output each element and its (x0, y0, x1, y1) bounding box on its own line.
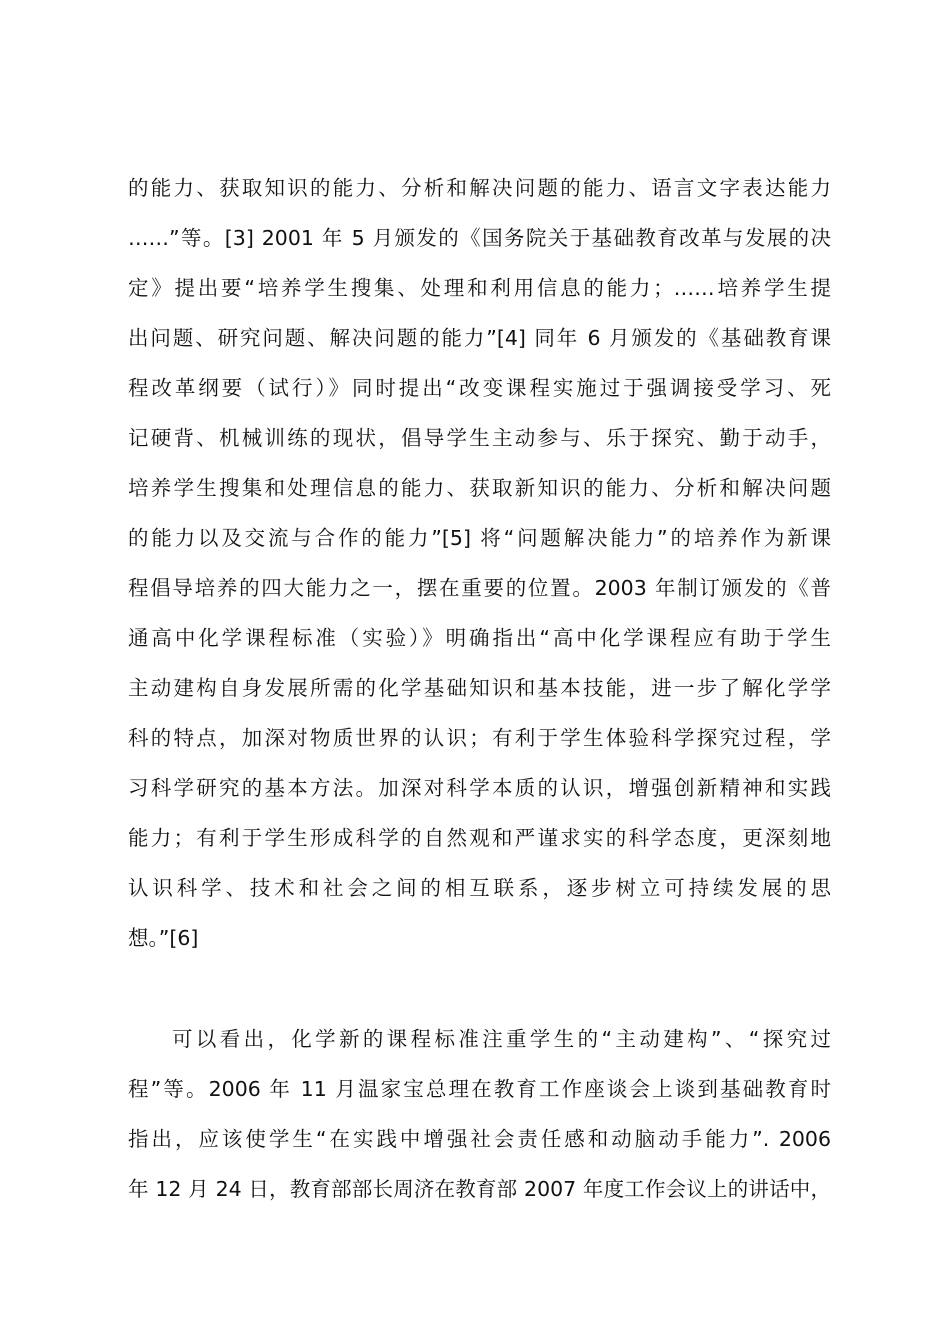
text-line: 通高中化学课程标准（实验）》明确指出“高中化学课程应有助于学生 (128, 626, 831, 650)
text-line: 程”等。2006 年 11 月温家宝总理在教育工作座谈会上谈到基础教育时 (128, 1077, 831, 1101)
text-line: 想。”[6] (128, 926, 199, 950)
text-line: 程倡导培养的四大能力之一，摆在重要的位置。2003 年制订颁发的《普 (128, 576, 831, 600)
text-line: 可以看出，化学新的课程标准注重学生的“主动建构”、“探究过 (172, 1027, 831, 1051)
text-line: 的能力、获取知识的能力、分析和解决问题的能力、语言文字表达能力 (128, 176, 831, 200)
text-line: ……”等。[3] 2001 年 5 月颁发的《国务院关于基础教育改革与发展的决 (128, 226, 831, 250)
text-line: 能力；有利于学生形成科学的自然观和严谨求实的科学态度，更深刻地 (128, 826, 831, 850)
text-line: 程改革纲要（试行）》同时提出“改变课程实施过于强调接受学习、死 (128, 376, 831, 400)
text-line: 指出，应该使学生“在实践中增强社会责任感和动脑动手能力”. 2006 (128, 1127, 831, 1151)
text-line: 定》提出要“培养学生搜集、处理和利用信息的能力；……培养学生提 (128, 276, 831, 300)
text-line: 年 12 月 24 日，教育部部长周济在教育部 2007 年度工作会议上的讲话中， (128, 1177, 831, 1201)
text-line: 习科学研究的基本方法。加深对科学本质的认识，增强创新精神和实践 (128, 776, 831, 800)
text-line: 出问题、研究问题、解决问题的能力”[4] 同年 6 月颁发的《基础教育课 (128, 326, 831, 350)
text-line: 认识科学、技术和社会之间的相互联系，逐步树立可持续发展的思 (128, 876, 831, 900)
text-line: 记硬背、机械训练的现状，倡导学生主动参与、乐于探究、勤于动手， (128, 426, 831, 450)
text-line: 培养学生搜集和处理信息的能力、获取新知识的能力、分析和解决问题 (128, 476, 831, 500)
text-line: 科的特点，加深对物质世界的认识；有利于学生体验科学探究过程，学 (128, 726, 831, 750)
text-line: 主动建构自身发展所需的化学基础知识和基本技能，进一步了解化学学 (128, 676, 831, 700)
text-line: 的能力以及交流与合作的能力”[5] 将“问题解决能力”的培养作为新课 (128, 526, 831, 550)
